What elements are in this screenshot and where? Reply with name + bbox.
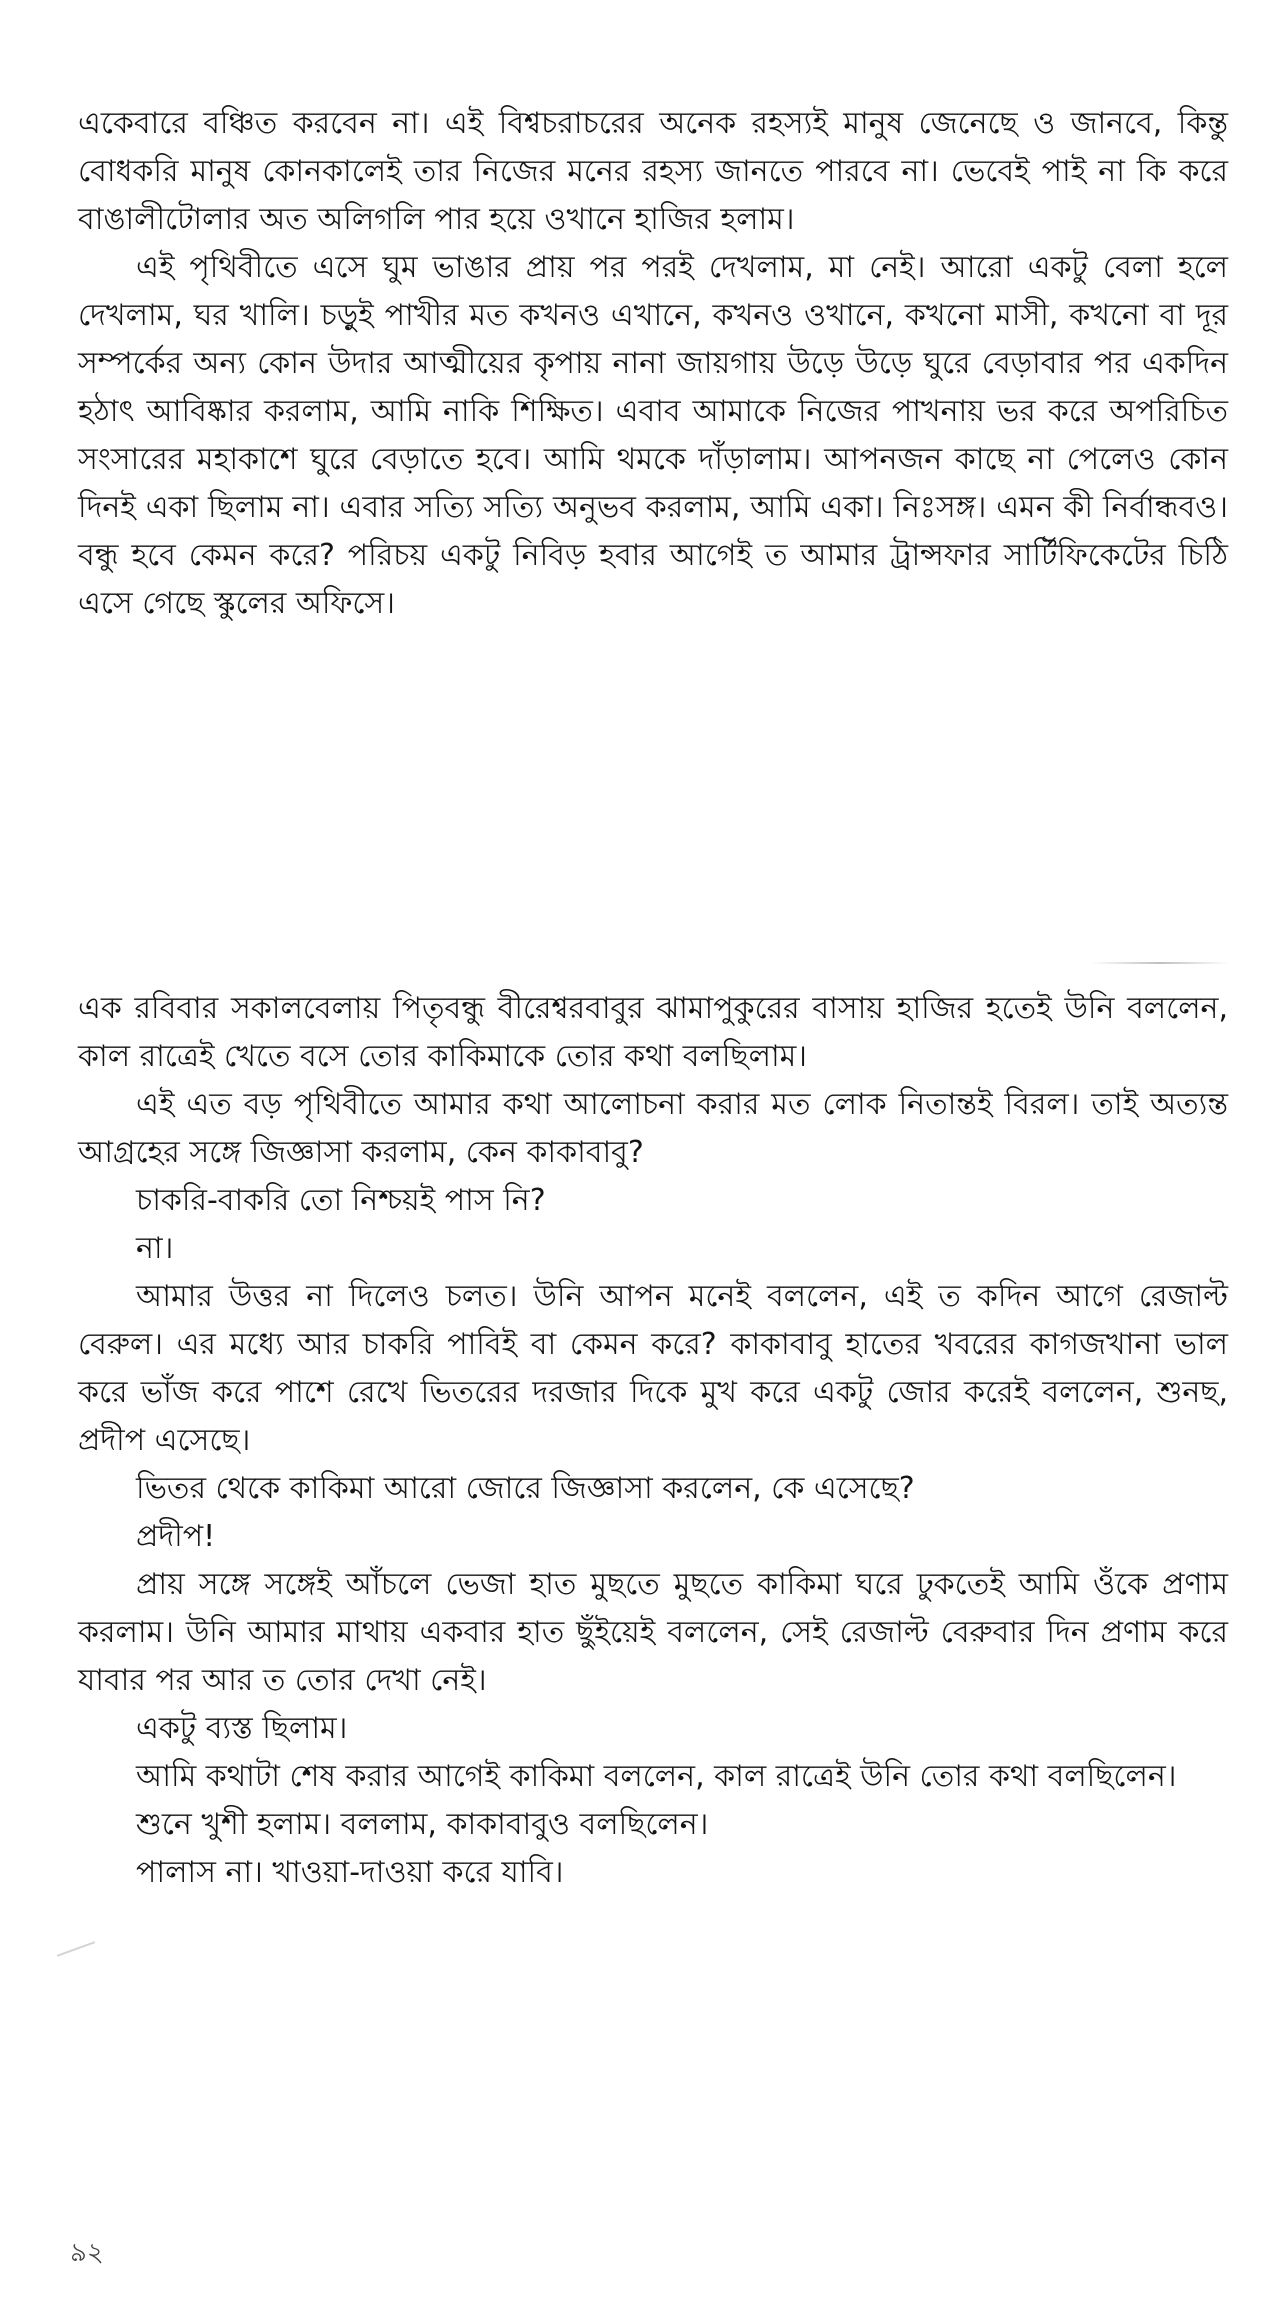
paragraph: আমার উত্তর না দিলেও চলত। উনি আপন মনেই বললেন, এই ত কদিন আগে রেজাল্ট বেরুল। এর মধ্যে আর চাকরি পাবিই বা কেমন করে? কাকাবাবু হাতের খবরের কাগজখানা ভাল করে ভাঁজ করে পাশে রেখে ভিতরের দরজার দিকে মুখ করে একটু জোর করেই বললেন, শুনছ, প্রদীপ এসেছে। (78, 1279, 1228, 1458)
paragraph: চাকরি-বাকরি তো নিশ্চয়ই পাস নি? (136, 1183, 546, 1218)
paragraph: একটু ব্যস্ত ছিলাম। (136, 1711, 348, 1746)
paragraph: শুনে খুশী হলাম। বললাম, কাকাবাবুও বলছিলেন। (136, 1807, 709, 1842)
paragraph: পালাস না। খাওয়া-দাওয়া করে যাবি। (136, 1855, 564, 1890)
paragraph: আমি কথাটা শেষ করার আগেই কাকিমা বললেন, কাল রাত্রেই উনি তোর কথা বলছিলেন। (136, 1759, 1177, 1794)
paragraph: প্রদীপ! (136, 1519, 216, 1554)
paragraph: প্রায় সঙ্গে সঙ্গেই আঁচলে ভেজা হাত মুছতে মুছতে কাকিমা ঘরে ঢুকতেই আমি ওঁকে প্রণাম করলাম। উনি আমার মাথায় একবার হাত ছুঁইয়েই বললেন, সেই রেজাল্ট বেরুবার দিন প্রণাম করে যাবার পর আর ত তোর দেখা নেই। (78, 1567, 1228, 1698)
paragraph: ভিতর থেকে কাকিমা আরো জোরে জিজ্ঞাসা করলেন, কে এসেছে? (136, 1471, 915, 1506)
scan-artifact (57, 1941, 95, 1957)
paragraph: এক রবিবার সকালবেলায় পিতৃবন্ধু বীরেশ্বরবাবুর ঝামাপুকুরের বাসায় হাজির হতেই উনি বললেন, কাল রাত্রেই খেতে বসে তোর কাকিমাকে তোর কথা বলছিলাম। (78, 991, 1228, 1074)
scan-artifact (1090, 962, 1230, 964)
text-section-2 (78, 985, 1228, 1897)
text-section-1 (78, 100, 1228, 628)
page-number: ৯২ (70, 2238, 104, 2268)
paragraph: একেবারে বঞ্চিত করবেন না। এই বিশ্বচরাচরের অনেক রহস্যই মানুষ জেনেছে ও জানবে, কিন্তু বোধকরি মানুষ কোনকালেই তার নিজের মনের রহস্য জানতে পারবে না। ভেবেই পাই না কি করে বাঙালীটোলার অত অলিগলি পার হয়ে ওখানে হাজির হলাম। (78, 106, 1228, 237)
paragraph: এই পৃথিবীতে এসে ঘুম ভাঙার প্রায় পর পরই দেখলাম, মা নেই। আরো একটু বেলা হলে দেখলাম, ঘর খালি। চড়ুই পাখীর মত কখনও এখানে, কখনও ওখানে, কখনো মাসী, কখনো বা দূর সম্পর্কের অন্য কোন উদার আত্মীয়ের কৃপায় নানা জায়গায় উড়ে উড়ে ঘুরে বেড়াবার পর একদিন হঠাৎ আবিষ্কার করলাম, আমি নাকি শিক্ষিত। এবাব আমাকে নিজের পাখনায় ভর করে অপরিচিত সংসারের মহাকাশে ঘুরে বেড়াতে হবে। আমি থমকে দাঁড়ালাম। আপনজন কাছে না পেলেও কোন দিনই একা ছিলাম না। এবার সত্যি সত্যি অনুভব করলাম, আমি একা। নিঃসঙ্গ। এমন কী নির্বান্ধবও। বন্ধু হবে কেমন করে? পরিচয় একটু নিবিড় হবার আগেই ত আমার ট্রান্সফার সার্টিফিকেটের চিঠি এসে গেছে স্কুলের অফিসে। (78, 250, 1228, 621)
paragraph: না। (136, 1231, 174, 1266)
paragraph: এই এত বড় পৃথিবীতে আমার কথা আলোচনা করার মত লোক নিতান্তই বিরল। তাই অত্যন্ত আগ্রহের সঙ্গে জিজ্ঞাসা করলাম, কেন কাকাবাবু? (78, 1087, 1228, 1170)
